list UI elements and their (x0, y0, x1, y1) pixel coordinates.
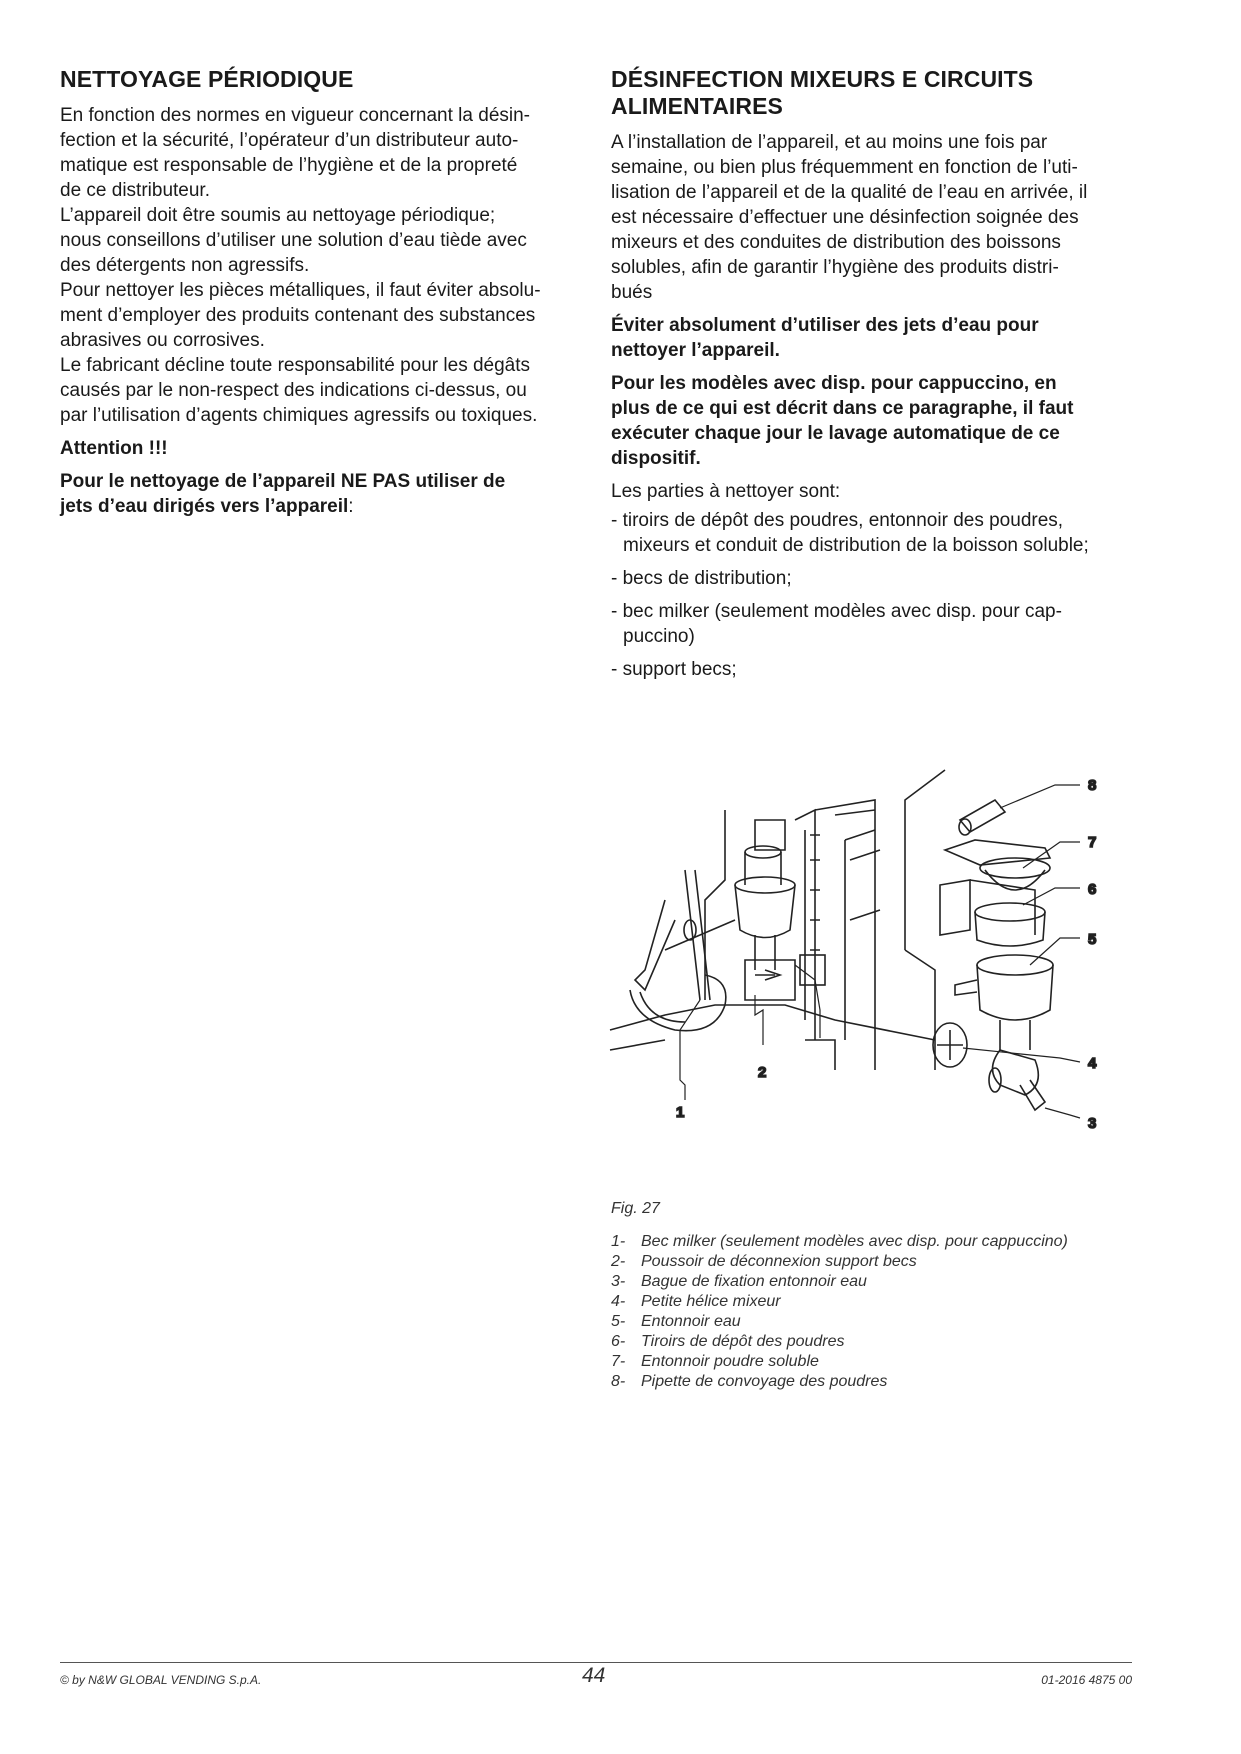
parts-intro: Les parties à nettoyer sont: (611, 481, 841, 502)
body-line: par l’utilisation d’agents chimiques agressifs ou toxiques. (60, 405, 538, 426)
warning-block (60, 469, 580, 519)
legend-text: Entonnoir eau (641, 1313, 741, 1330)
legend-number: 2- (611, 1253, 626, 1270)
section-heading-disinfection (611, 66, 1131, 120)
callout-1: 1 (676, 1104, 685, 1121)
body-line: Le fabricant décline toute responsabilité pour les dégâts (60, 355, 531, 376)
intro-line: est nécessaire d’effectuer une désinfection soignée des (611, 207, 1079, 228)
cappuccino-note (611, 371, 1131, 471)
legend-number: 8- (611, 1373, 626, 1390)
callout-5: 5 (1088, 931, 1097, 948)
figure-legend (611, 1232, 1151, 1392)
legend-item (611, 1312, 1151, 1332)
intro-line: solubles, afin de garantir l’hygiène des produits distri- (611, 257, 1059, 278)
legend-item (611, 1252, 1151, 1272)
body-line: ment d’employer des produits contenant des substances (60, 305, 536, 326)
list-item-line: puccino) (623, 626, 695, 647)
intro-line: mixeurs et des conduites de distribution des boissons (611, 232, 1061, 253)
legend-text: Pipette de convoyage des poudres (641, 1373, 888, 1390)
list-item-line: mixeurs et conduit de distribution de la boisson soluble; (623, 535, 1089, 556)
bold-line: plus de ce qui est décrit dans ce paragraphe, il faut (611, 398, 1074, 419)
body-line: L’appareil doit être soumis au nettoyage périodique; (60, 205, 496, 226)
callout-2: 2 (758, 1064, 767, 1081)
intro-line: lisation de l’appareil et de la qualité de l’eau en arrivée, il (611, 182, 1088, 203)
technical-drawing (605, 740, 1125, 1210)
mixer-assembly-drawing (630, 846, 795, 1031)
warning-colon: : (348, 496, 354, 517)
list-item (611, 657, 1131, 682)
legend-item (611, 1372, 1151, 1392)
legend-number: 4- (611, 1293, 626, 1310)
list-item-line: - bec milker (seulement modèles avec disp. pour cap- (611, 601, 1062, 622)
legend-item (611, 1272, 1151, 1292)
bold-line: dispositif. (611, 448, 701, 469)
list-item (611, 566, 1131, 591)
left-column (60, 66, 580, 519)
legend-item (611, 1232, 1151, 1252)
legend-number: 3- (611, 1273, 626, 1290)
list-item-line: - becs de distribution; (611, 568, 792, 589)
legend-item (611, 1292, 1151, 1312)
legend-number: 7- (611, 1353, 626, 1370)
body-line: nous conseillons d’utiliser une solution d’eau tiède avec (60, 230, 527, 251)
list-item (611, 508, 1131, 558)
legend-item (611, 1332, 1151, 1352)
document-code: 01-2016 4875 00 (1041, 1673, 1132, 1687)
legend-text: Poussoir de déconnexion support becs (641, 1253, 917, 1270)
intro-line: bués (611, 282, 653, 303)
legend-text: Entonnoir poudre soluble (641, 1353, 819, 1370)
intro-line: A l’installation de l’appareil, et au moins une fois par (611, 132, 1048, 153)
legend-item (611, 1352, 1151, 1372)
legend-number: 1- (611, 1233, 626, 1250)
footer-copyright: © by N&W GLOBAL VENDING S.p.A. (60, 1673, 262, 1687)
bold-line: nettoyer l’appareil. (611, 340, 780, 361)
right-column (611, 66, 1131, 682)
warning-line-last (60, 494, 580, 519)
body-line: des détergents non agressifs. (60, 255, 310, 276)
warning-no-water-jets (611, 313, 1131, 363)
heading-line: DÉSINFECTION MIXEURS E CIRCUITS (611, 66, 1034, 92)
legend-text: Bec milker (seulement modèles avec disp. pour cappuccino) (641, 1233, 1068, 1250)
legend-text: Tiroirs de dépôt des poudres (641, 1333, 845, 1350)
callout-leaders (680, 785, 1080, 1118)
warning-line: Pour le nettoyage de l’appareil NE PAS utiliser de (60, 471, 506, 492)
body-line: matique est responsable de l’hygiène et de la propreté (60, 155, 518, 176)
exploded-parts-drawing (905, 770, 1053, 1110)
bold-line: Éviter absolument d’utiliser des jets d’eau pour (611, 315, 1039, 336)
cleaning-body (60, 103, 580, 428)
body-line: abrasives ou corrosives. (60, 330, 265, 351)
body-line: de ce distributeur. (60, 180, 210, 201)
list-item-line: - tiroirs de dépôt des poudres, entonnoir des poudres, (611, 510, 1064, 531)
body-line: Pour nettoyer les pièces métalliques, il faut éviter absolu- (60, 280, 541, 301)
callout-3: 3 (1088, 1115, 1097, 1132)
machine-frame-drawing (610, 800, 935, 1070)
body-line: fection et la sécurité, l’opérateur d’un distributeur auto- (60, 130, 519, 151)
page-number: 44 (582, 1664, 606, 1687)
parts-list (611, 508, 1131, 682)
list-item-line: - support becs; (611, 659, 737, 680)
callout-6: 6 (1088, 881, 1097, 898)
callout-7: 7 (1088, 834, 1097, 851)
list-item (611, 599, 1131, 649)
figure-caption: Fig. 27 (611, 1200, 660, 1217)
section-heading-cleaning: NETTOYAGE PÉRIODIQUE (60, 66, 354, 92)
callout-8: 8 (1088, 777, 1097, 794)
callout-4: 4 (1088, 1055, 1097, 1072)
bold-line: exécuter chaque jour le lavage automatique de ce (611, 423, 1060, 444)
attention-label: Attention !!! (60, 438, 168, 459)
bold-line: Pour les modèles avec disp. pour cappuccino, en (611, 373, 1057, 394)
legend-text: Bague de fixation entonnoir eau (641, 1273, 867, 1290)
legend-number: 6- (611, 1333, 626, 1350)
disinfection-intro (611, 130, 1131, 305)
warning-line-text: jets d’eau dirigés vers l’appareil (60, 496, 349, 517)
legend-number: 5- (611, 1313, 626, 1330)
body-line: En fonction des normes en vigueur concernant la désin- (60, 105, 530, 126)
footer-divider (60, 1662, 1132, 1663)
legend-text: Petite hélice mixeur (641, 1293, 781, 1310)
body-line: causés par le non-respect des indications ci-dessus, ou (60, 380, 527, 401)
heading-line: ALIMENTAIRES (611, 93, 783, 119)
intro-line: semaine, ou bien plus fréquemment en fonction de l’uti- (611, 157, 1078, 178)
